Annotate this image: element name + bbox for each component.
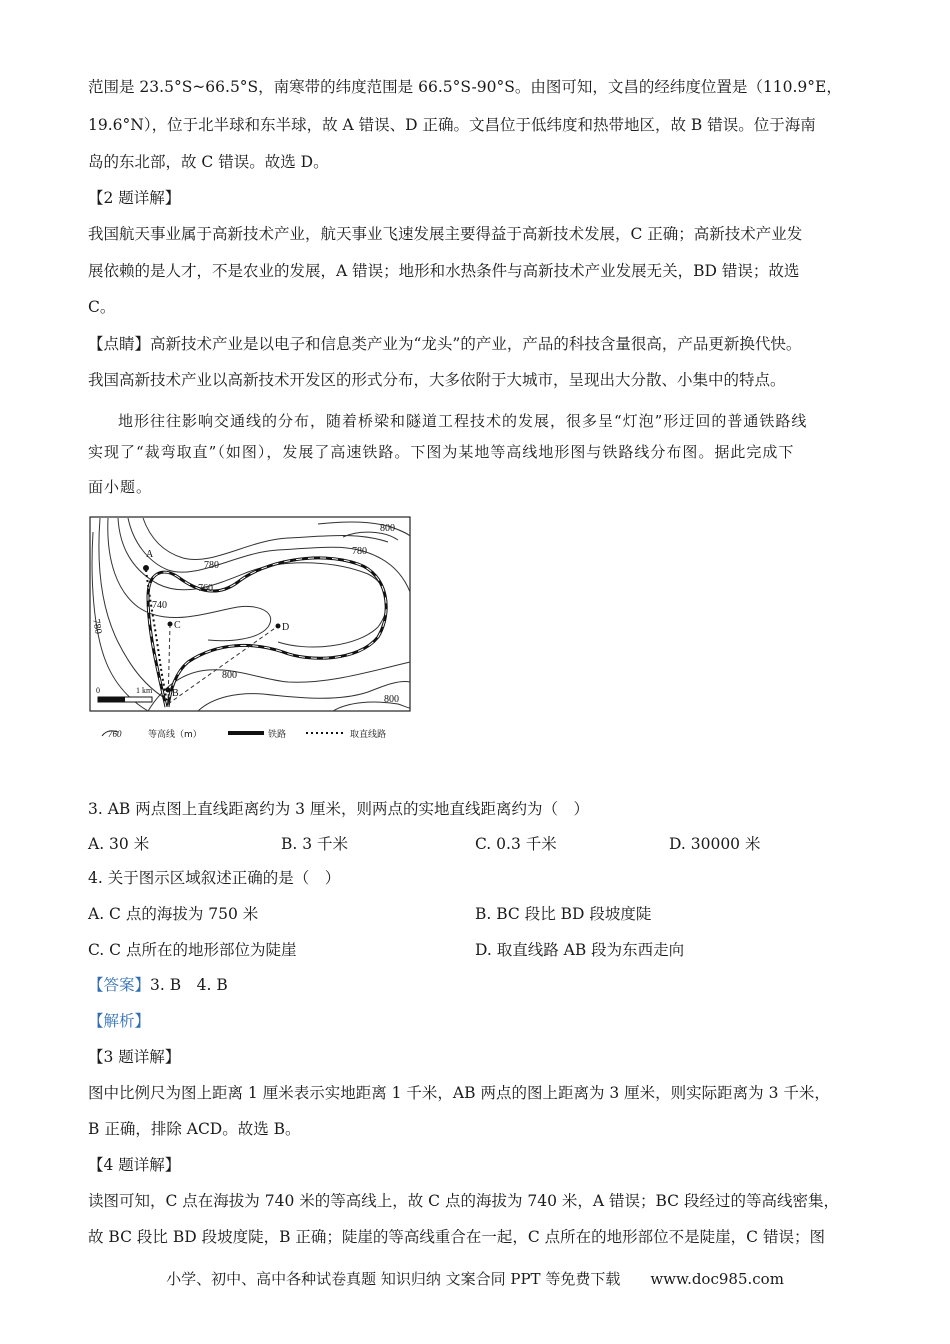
question-intro: 面小题。	[88, 478, 153, 496]
contour-label: 780	[352, 546, 367, 557]
contour-map-figure	[88, 512, 428, 742]
legend-straight-label: 取直线路	[350, 730, 387, 740]
point-a-label: A	[146, 549, 154, 560]
contour-label: 780	[90, 618, 104, 635]
point-d-label: D	[282, 622, 290, 633]
answer-line	[88, 974, 228, 996]
section-heading: 【2 题详解】	[88, 189, 181, 207]
q3-option-a: A. 30 米	[88, 835, 150, 853]
text-line: 我国高新技术产业以高新技术开发区的形式分布，大多依附于大城市，呈现出大分散、小集中的特点。	[88, 371, 786, 389]
text-line: C。	[88, 298, 116, 316]
legend-rail-label: 铁路	[268, 730, 287, 740]
question-intro: 实现了“裁弯取直”（如图），发展了高速铁路。下图为某地等高线地形图与铁路线分布图。据此完成下	[88, 443, 795, 461]
text-line: 展依赖的是人才，不是农业的发展，A 错误；地形和水热条件与高新技术产业发展无关，BD 错误；故选	[88, 262, 800, 280]
scale-km-label: 1 km	[136, 686, 153, 695]
legend-rail-symbol	[228, 731, 264, 735]
scale-bar-fill	[98, 697, 125, 702]
text-line: 读图可知，C 点在海拔为 740 米的等高线上，故 C 点的海拔为 740 米，A 错误；BC 段经过的等高线密集，	[88, 1192, 839, 1210]
contour-label: 800	[222, 670, 237, 681]
q4-option-a: A. C 点的海拔为 750 米	[88, 905, 259, 923]
legend-contour-label: 等高线（m）	[148, 730, 202, 740]
text-line: B 正确，排除 ACD。故选 B。	[88, 1120, 301, 1138]
contour-label: 760	[198, 583, 213, 594]
section-heading: 【4 题详解】	[88, 1156, 181, 1174]
text-line: 我国航天事业属于高新技术产业，航天事业飞速发展主要得益于高新技术发展，C 正确；高新技术产业发	[88, 225, 803, 243]
point-c-marker	[168, 622, 173, 627]
q3-option-d: D. 30000 米	[669, 835, 761, 853]
q4-option-c: C. C 点所在的地形部位为陡崖	[88, 941, 297, 959]
tip-paragraph: 【点睛】高新技术产业是以电子和信息类产业为“龙头”的产业，产品的科技含量很高，产品更新换代快。	[88, 335, 802, 353]
point-b-marker	[166, 688, 171, 693]
analysis-label: 【解析】	[88, 1012, 151, 1030]
q3-option-b: B. 3 千米	[281, 835, 349, 853]
point-b-label: B	[172, 688, 179, 699]
point-c-label: C	[174, 620, 181, 631]
legend-contour-value: 760	[108, 729, 122, 739]
answer-label: 【答案】	[88, 976, 151, 994]
text-line: 图中比例尺为图上距离 1 厘米表示实地距离 1 千米，AB 两点的图上距离为 3 厘米，则实际距离为 3 千米，	[88, 1084, 830, 1102]
point-a-marker	[143, 565, 149, 571]
text-line: 19.6°N），位于北半球和东半球，故 A 错误、D 正确。文昌位于低纬度和热带地区，故 B 错误。位于海南	[88, 116, 816, 134]
map-legend	[102, 728, 386, 740]
question-3-stem: 3. AB 两点图上直线距离约为 3 厘米，则两点的实地直线距离约为（ ）	[88, 800, 589, 818]
page-footer: 小学、初中、高中各种试卷真题 知识归纳 文案合同 PPT 等免费下载 www.doc985.com	[166, 1270, 784, 1288]
contour-label: 800	[380, 523, 395, 534]
text-line: 岛的东北部，故 C 错误。故选 D。	[88, 153, 329, 171]
contour-label: 780	[204, 560, 219, 571]
section-heading: 【3 题详解】	[88, 1048, 181, 1066]
contour-label: 800	[384, 694, 399, 705]
text-line: 故 BC 段比 BD 段坡度陡，B 正确；陡崖的等高线重合在一起，C 点所在的地形部位不是陡崖，C 错误；图	[88, 1228, 825, 1246]
text-line: 范围是 23.5°S~66.5°S，南寒带的纬度范围是 66.5°S-90°S。由图可知，文昌的经纬度位置是（110.9°E，	[88, 78, 842, 96]
q4-option-d: D. 取直线路 AB 段为东西走向	[475, 941, 685, 959]
question-intro: 地形往往影响交通线的分布，随着桥梁和隧道工程技术的发展，很多呈“灯泡”形迂回的普通铁路线	[118, 412, 808, 430]
contour-label: 740	[152, 600, 167, 611]
answer-text: 3. B 4. B	[150, 976, 228, 994]
scale-zero-label: 0	[96, 686, 100, 695]
q4-option-b: B. BC 段比 BD 段坡度陡	[475, 905, 652, 923]
q3-option-c: C. 0.3 千米	[475, 835, 557, 853]
point-d-marker	[276, 624, 281, 629]
question-4-stem: 4. 关于图示区域叙述正确的是（ ）	[88, 869, 341, 887]
